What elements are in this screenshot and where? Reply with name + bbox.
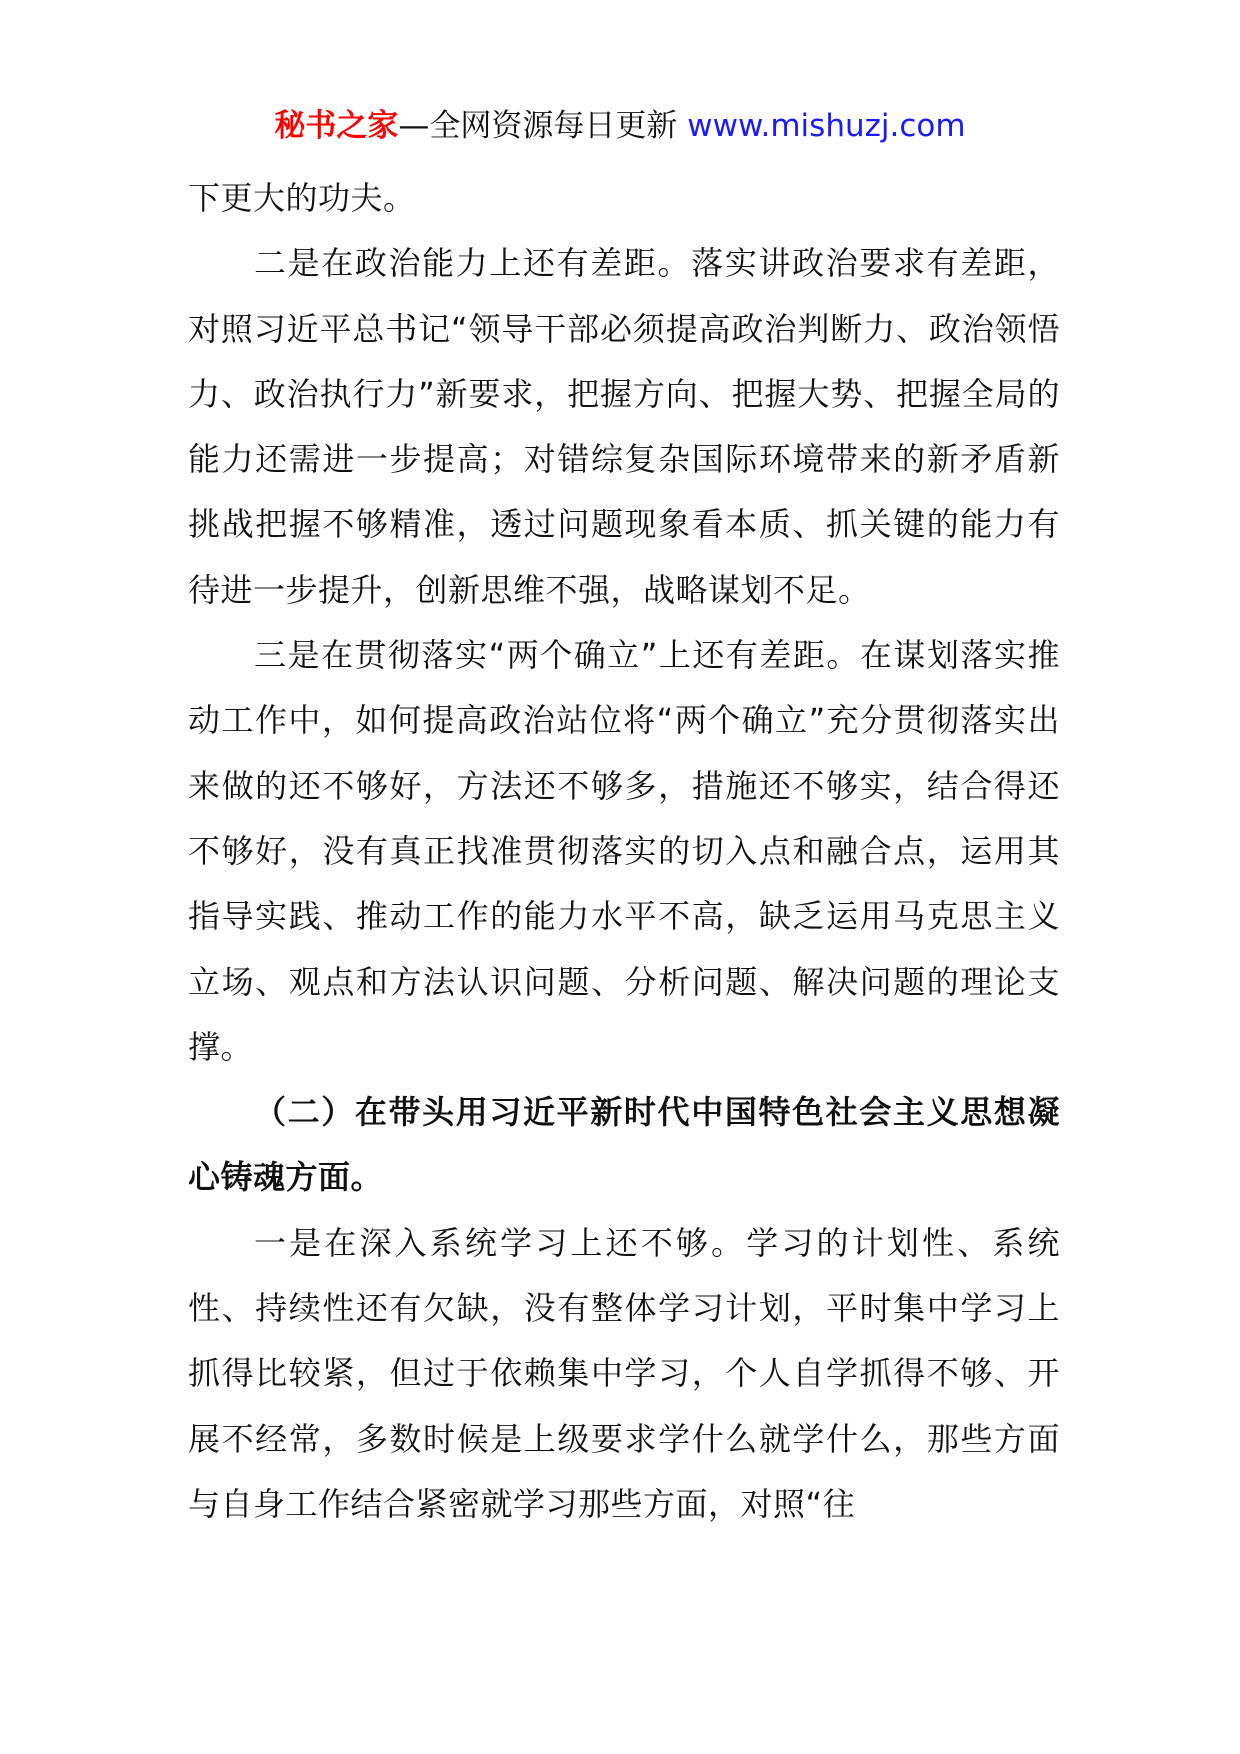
site-brand: 秘书之家 xyxy=(274,108,399,144)
paragraph-two-establishments: 三是在贯彻落实“两个确立”上还有差距。在谋划落实推动工作中，如何提高政治站位将“两个确立”充分贯彻落实出来做的还不够好，方法还不够多，措施还不够实，结合得还不够好，没有真正找准贯彻落实的切入点和融合点，运用其指导实践、推动工作的能力水平不高，缺乏运用马克思主义立场、观点和方法认识问题、分析问题、解决问题的理论支撑。 xyxy=(188,636,1060,1066)
paragraph-continuation: 下更大的功夫。 xyxy=(188,179,416,217)
section-heading-2: （二）在带头用习近平新时代中国特色社会主义思想凝心铸魂方面。 xyxy=(188,1093,1060,1197)
site-url-link[interactable]: www.mishuzj.com xyxy=(687,108,966,144)
paragraph-systematic-study: 一是在深入系统学习上还不够。学习的计划性、系统性、持续性还有欠缺，没有整体学习计划，平时集中学习上抓得比较紧，但过于依赖集中学习，个人自学抓得不够、开展不经常，多数时候是上级要求学什么就学什么，那些方面与自身工作结合紧密就学习那些方面，对照“往 xyxy=(188,1223,1060,1523)
paragraph-political-ability: 二是在政治能力上还有差距。落实讲政治要求有差距，对照习近平总书记“领导干部必须提高政治判断力、政治领悟力、政治执行力”新要求，把握方向、把握大势、把握全局的能力还需进一步提高；对错综复杂国际环境带来的新矛盾新挑战把握不够精准，透过问题现象看本质、抓关键的能力有待进一步提升，创新思维不强，战略谋划不足。 xyxy=(188,244,1060,609)
document-body xyxy=(188,166,1060,1537)
site-header xyxy=(0,104,1240,148)
site-tagline: —全网资源每日更新 xyxy=(398,108,678,144)
